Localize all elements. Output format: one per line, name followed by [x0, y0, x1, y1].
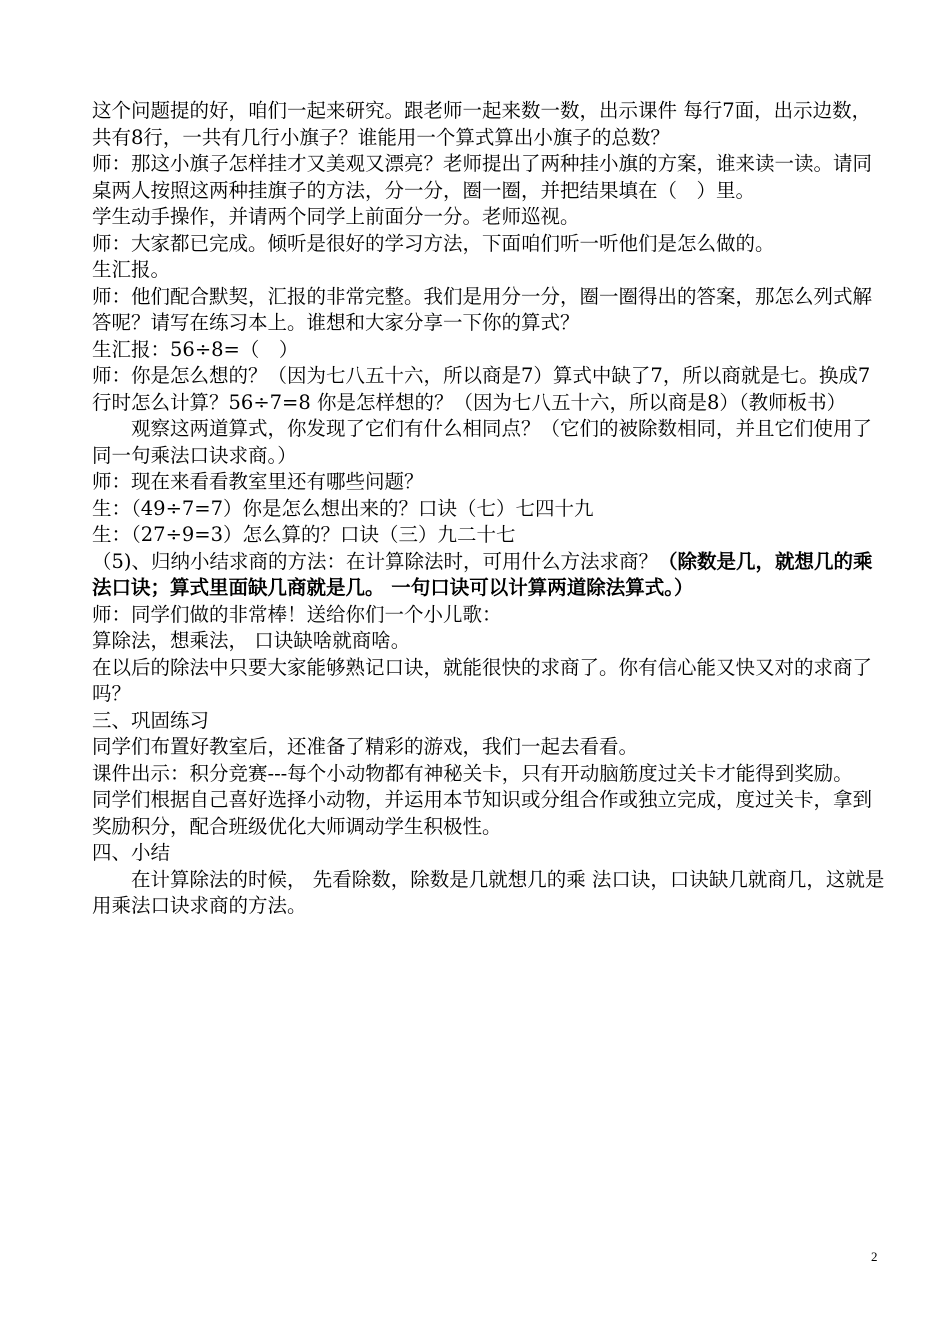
- document-body: [92, 98, 888, 920]
- paragraph-summary-method: [92, 549, 888, 602]
- section-heading: 三、巩固练习: [92, 708, 210, 732]
- paragraph: 师：你是怎么想的？（因为七八五十六，所以商是7）算式中缺了7，所以商就是七。换成7行时怎么计算？56÷7=8 你是怎样想的？（因为七八五十六，所以商是8）（教师板书）: [92, 364, 871, 414]
- paragraph: 课件出示：积分竞赛---每个小动物都有神秘关卡，只有开动脑筋度过关卡才能得到奖励。: [92, 761, 853, 785]
- page-number: 2: [871, 1249, 878, 1264]
- paragraph: 师：现在来看看教室里还有哪些问题？: [92, 470, 424, 493]
- paragraph: 师：大家都已完成。倾听是很好的学习方法，下面咱们听一听他们是怎么做的。: [92, 231, 775, 255]
- paragraph: 生汇报：56÷8=（ ）: [92, 337, 299, 361]
- paragraph: 生：（27÷9=3）怎么算的？口诀（三）九二十七: [92, 523, 516, 546]
- paragraph: 同学们根据自己喜好选择小动物，并运用本节知识或分组合作或独立完成，度过关卡，拿到奖励积分，配合班级优化大师调动学生积极性。: [92, 788, 873, 838]
- section-heading: 四、小结: [92, 841, 171, 864]
- paragraph: 生汇报。: [92, 258, 171, 281]
- paragraph: 同学们布置好教室后，还准备了精彩的游戏，我们一起去看看。: [92, 735, 639, 758]
- paragraph: 师：那这小旗子怎样挂才又美观又漂亮？老师提出了两种挂小旗的方案，谁来读一读。请同桌两人按照这两种挂旗子的方法，分一分，圈一圈，并把结果填在（ ）里。: [92, 152, 873, 202]
- paragraph: 师：同学们做的非常棒！送给你们一个小儿歌：: [92, 602, 502, 626]
- paragraph: 生：（49÷7=7）你是怎么想出来的？口诀（七）七四十九: [92, 496, 594, 520]
- paragraph: 师：他们配合默契，汇报的非常完整。我们是用分一分，圈一圈得出的答案，那怎么列式解答呢？请写在练习本上。谁想和大家分享一下你的算式？: [92, 284, 873, 334]
- paragraph: 学生动手操作，并请两个同学上前面分一分。老师巡视。: [92, 205, 580, 228]
- paragraph: 在以后的除法中只要大家能够熟记口诀，就能很快的求商了。你有信心能又快又对的求商了吗？: [92, 655, 873, 705]
- paragraph: 观察这两道算式，你发现了它们有什么相同点？（它们的被除数相同，并且它们使用了同一句乘法口诀求商。）: [92, 417, 873, 467]
- summary-question: （5)、归纳小结求商的方法：在计算除法时，可用什么方法求商？: [92, 549, 659, 573]
- paragraph: 算除法，想乘法， 口诀缺啥就商啥。: [92, 629, 411, 652]
- paragraph: 这个问题提的好，咱们一起来研究。跟老师一起来数一数，出示课件 每行7面，出示边数，共有8行，一共有几行小旗子？谁能用一个算式算出小旗子的总数？: [92, 99, 872, 149]
- summary-answer-bold: （除数是几，就想几的乘法口诀；算式里面缺几商就是几。 一句口诀可以计算两道除法算式。）: [92, 549, 873, 599]
- paragraph: 在计算除法的时候， 先看除数，除数是几就想几的乘 法口诀，口诀缺几就商几，这就是用乘法口诀求商的方法。: [92, 867, 885, 917]
